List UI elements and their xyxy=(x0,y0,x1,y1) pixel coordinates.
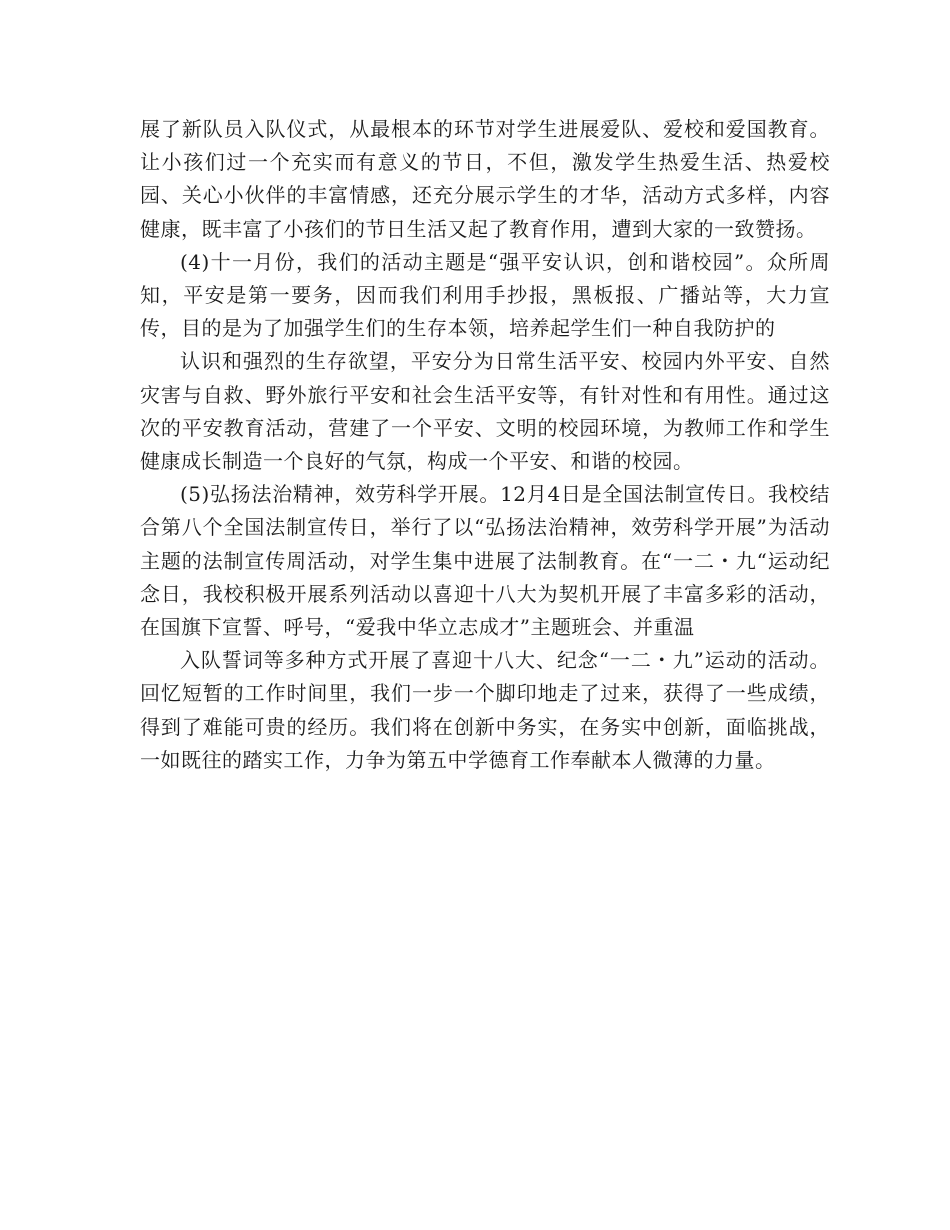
paragraph-3: 认识和强烈的生存欲望，平安分为日常生活平安、校园内外平安、自然灾害与自救、野外旅行平安和社会生活平安等，有针对性和有用性。通过这次的平安教育活动，营建了一个平安、文明的校园环境，为教师工作和学生健康成长制造一个良好的气氛，构成一个平安、和谐的校园。 xyxy=(140,349,830,474)
document-page xyxy=(140,113,830,777)
paragraph-2: (4)十一月份，我们的活动主题是“强平安认识，创和谐校园”。众所周知，平安是第一要务，因而我们利用手抄报，黑板报、广播站等，大力宣传，目的是为了加强学生们的生存本领，培养起学生们一种自我防护的 xyxy=(140,249,830,341)
paragraph-4: (5)弘扬法治精神，效劳科学开展。12月4日是全国法制宣传日。我校结合第八个全国法制宣传日，举行了以“弘扬法治精神，效劳科学开展”为活动主题的法制宣传周活动，对学生集中进展了法制教育。在“一二・九“运动纪念日，我校积极开展系列活动以喜迎十八大为契机开展了丰富多彩的活动，在国旗下宣誓、呼号，“爱我中华立志成才”主题班会、并重温 xyxy=(140,482,830,640)
paragraph-1: 展了新队员入队仪式，从最根本的环节对学生进展爱队、爱校和爱国教育。让小孩们过一个充实而有意义的节日，不但，激发学生热爱生活、热爱校园、关心小伙伴的丰富情感，还充分展示学生的才华，活动方式多样，内容健康，既丰富了小孩们的节日生活又起了教育作用，遭到大家的一致赞扬。 xyxy=(140,117,830,241)
paragraph-5: 入队誓词等多种方式开展了喜迎十八大、纪念“一二・九”运动的活动。 回忆短暂的工作时间里，我们一步一个脚印地走了过来，获得了一些成绩，得到了难能可贵的经历。我们将在创新中务实，在务实中创新，面临挑战，一如既往的踏实工作，力争为第五中学德育工作奉献本人微薄的力量。 xyxy=(140,648,830,772)
